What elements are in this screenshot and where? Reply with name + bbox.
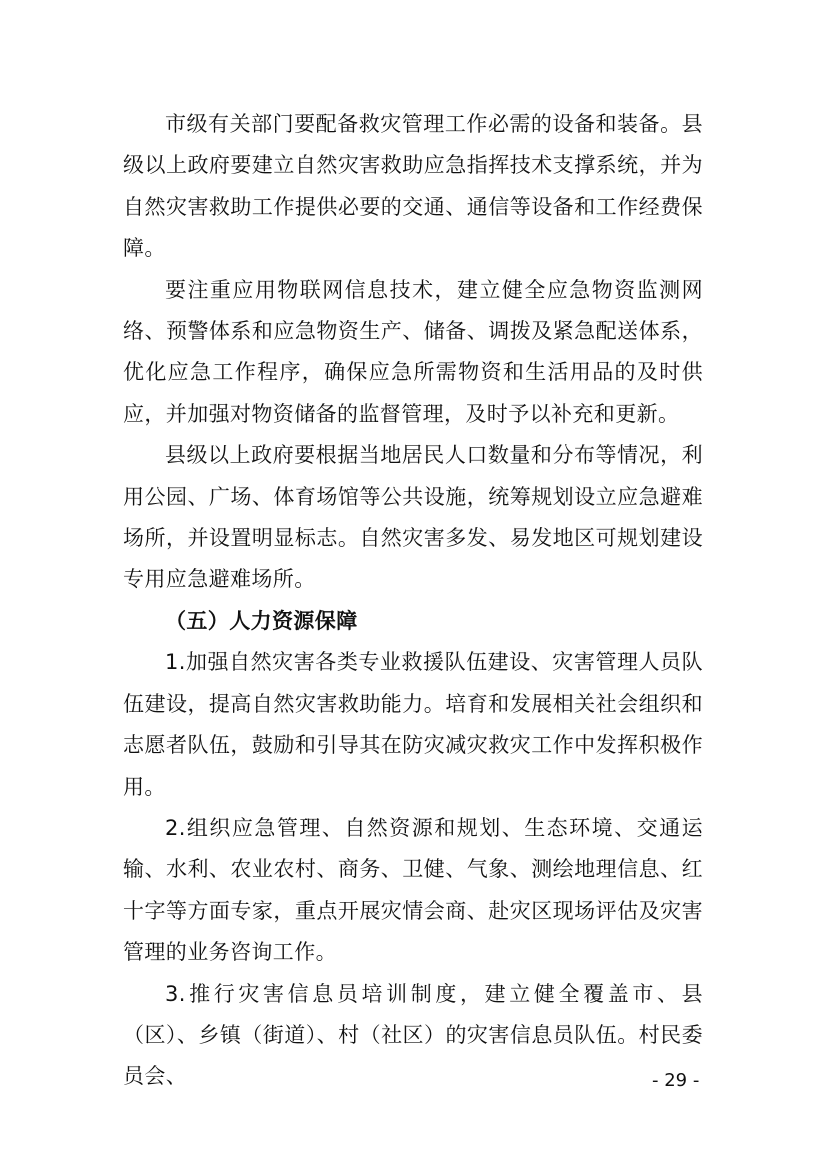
list-item-1: 1.加强自然灾害各类专业救援队伍建设、灾害管理人员队伍建设，提高自然灾害救助能力。培育和发展相关社会组织和志愿者队伍，鼓励和引导其在防灾减灾救灾工作中发挥积极作用。 <box>123 650 703 799</box>
paragraph-iot-supplies: 要注重应用物联网信息技术，建立健全应急物资监测网络、预警体系和应急物资生产、储备、调拨及紧急配送体系，优化应急工作程序，确保应急所需物资和生活用品的及时供应，并加强对物资储备的监督管理，及时予以补充和更新。 <box>123 277 703 426</box>
list-item-3: 3.推行灾害信息员培训制度，建立健全覆盖市、县（区）、乡镇（街道）、村（社区）的灾害信息员队伍。村民委员会、 <box>123 981 703 1089</box>
section-heading: （五）人力资源保障 <box>165 608 358 633</box>
paragraph-shelters: 县级以上政府要根据当地居民人口数量和分布等情况，利用公园、广场、体育场馆等公共设施，统筹规划设立应急避难场所，并设置明显标志。自然灾害多发、易发地区可规划建设专用应急避难场所。 <box>123 443 703 592</box>
list-item-2: 2.组织应急管理、自然资源和规划、生态环境、交通运输、水利、农业农村、商务、卫健、气象、测绘地理信息、红十字等方面专家，重点开展灾情会商、赴灾区现场评估及灾害管理的业务咨询工作。 <box>123 815 703 965</box>
document-body <box>123 104 703 1098</box>
paragraph-equipment: 市级有关部门要配备救灾管理工作必需的设备和装备。县级以上政府要建立自然灾害救助应急指挥技术支撑系统，并为自然灾害救助工作提供必要的交通、通信等设备和工作经费保障。 <box>123 112 703 261</box>
page-number: - 29 - <box>652 1070 700 1091</box>
